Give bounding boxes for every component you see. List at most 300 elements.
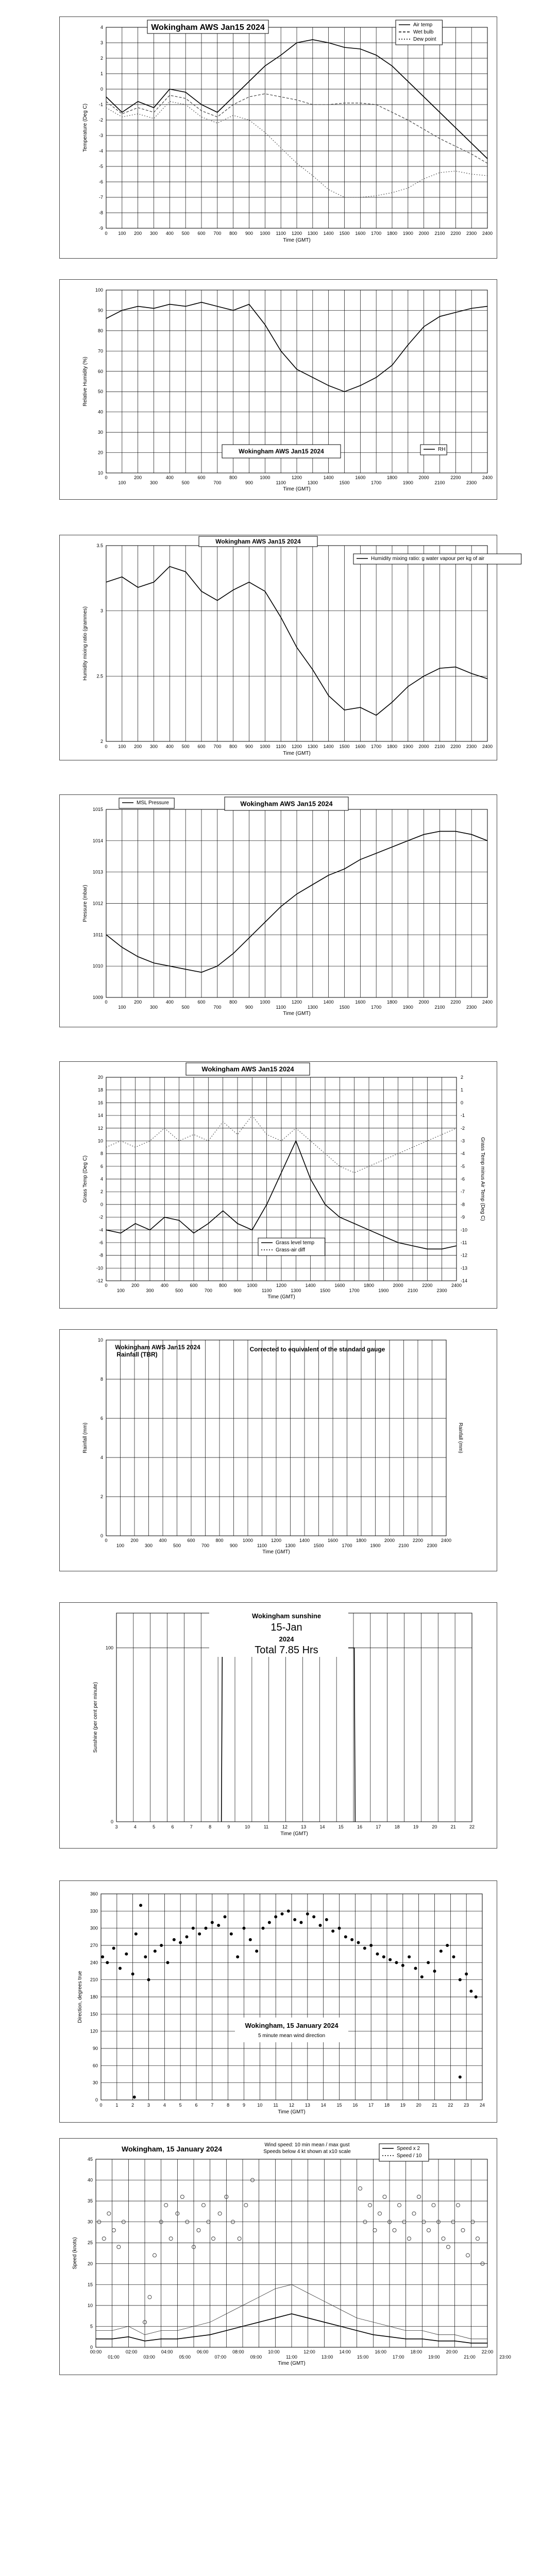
- x-tick-label: 0: [99, 2103, 103, 2108]
- y-tick-label: 50: [97, 389, 103, 395]
- y-tick-label: 40: [97, 409, 103, 415]
- x-tick-label: 1900: [402, 1005, 413, 1010]
- x-tick-label: 1700: [349, 1288, 360, 1293]
- x-tick-label: 2000: [418, 999, 429, 1005]
- x-tick-label: 400: [159, 1538, 167, 1543]
- x-tick-label: 1400: [323, 231, 334, 236]
- data-point: [417, 2195, 421, 2199]
- data-point: [238, 2237, 241, 2241]
- y-tick-label: 1015: [92, 807, 103, 812]
- y-tick-label: 25: [87, 2240, 93, 2246]
- x-tick-label: 1300: [291, 1288, 301, 1293]
- x-tick-label: 2200: [422, 1283, 433, 1288]
- data-point: [102, 2237, 106, 2241]
- x-tick-label: 9: [227, 1824, 230, 1829]
- y-tick-label: -6: [98, 179, 103, 184]
- data-point: [179, 1941, 182, 1944]
- rainfall-chart: [60, 1330, 498, 1572]
- y-tick-label: 120: [90, 2028, 98, 2034]
- x-tick-label: 1200: [276, 1283, 287, 1288]
- legend-label: Speed x 2: [397, 2146, 420, 2151]
- x-tick-label: 2200: [412, 1538, 424, 1543]
- data-point: [325, 1918, 328, 1921]
- x-tick-label: 200: [134, 744, 142, 749]
- x-tick-label: 1300: [307, 231, 318, 236]
- x-tick-label: 2200: [450, 744, 461, 749]
- x-axis-label: Time (GMT): [267, 1294, 295, 1300]
- y-tick-label: 35: [87, 2198, 93, 2204]
- data-point: [217, 1924, 220, 1927]
- x-tick-label: 2100: [434, 480, 445, 485]
- x-axis-label: Time (GMT): [262, 1549, 290, 1555]
- x-tick-label: 17: [376, 1824, 381, 1829]
- x-tick-label: 400: [160, 1283, 168, 1288]
- x-tick-label: 1400: [305, 1283, 316, 1288]
- x-tick-label: 2200: [450, 475, 461, 480]
- mixing-ratio-chart-panel: [59, 535, 497, 760]
- x-axis-label: Time (GMT): [278, 2109, 306, 2115]
- x-axis-label: Time (GMT): [283, 1011, 311, 1016]
- x-tick-label: 0: [105, 1538, 108, 1543]
- x-tick-label: 22: [448, 2103, 453, 2108]
- x-tick-label: 22:00: [481, 2349, 494, 2354]
- y-tick-label: 20: [97, 1075, 103, 1080]
- x-tick-label: 13: [305, 2103, 310, 2108]
- grid: [106, 27, 487, 228]
- x-tick-label: 200: [134, 231, 142, 236]
- x-tick-label: 1000: [260, 999, 270, 1005]
- y-tick-label: 10: [97, 1138, 103, 1144]
- x-tick-label: 5: [179, 2103, 182, 2108]
- data-point: [293, 1918, 296, 1921]
- chart-title: Wokingham, 15 January 2024: [122, 2145, 223, 2153]
- x-tick-label: 2400: [451, 1283, 462, 1288]
- x-tick-label: 16:00: [375, 2349, 386, 2354]
- x-tick-label: 1900: [402, 480, 413, 485]
- x-tick-label: 12: [289, 2103, 295, 2108]
- grid: [106, 809, 487, 997]
- x-tick-label: 19: [400, 2103, 405, 2108]
- x-tick-label: 1900: [378, 1288, 389, 1293]
- x-tick-label: 600: [197, 744, 206, 749]
- data-point: [466, 2253, 470, 2257]
- x-tick-label: 7: [190, 1824, 193, 1829]
- x-tick-label: 8: [209, 1824, 212, 1829]
- y2-axis-label: Rainfall (mm): [458, 1422, 463, 1453]
- data-point: [446, 1944, 449, 1947]
- x-tick-label: 100: [118, 231, 126, 236]
- data-point: [442, 2237, 445, 2241]
- x-tick-label: 18:00: [410, 2349, 422, 2354]
- chart-title: Wokingham AWS Jan15 2024: [151, 23, 265, 32]
- y-axis-label: Pressure (mbar): [82, 885, 88, 922]
- x-tick-label: 600: [197, 999, 206, 1005]
- data-point: [433, 1970, 436, 1973]
- x-tick-label: 300: [146, 1288, 154, 1293]
- x-tick-label: 06:00: [197, 2349, 209, 2354]
- data-point: [401, 1964, 404, 1967]
- x-tick-label: 09:00: [250, 2354, 262, 2360]
- y2-tick-label: -3: [461, 1138, 465, 1144]
- x-tick-label: 1800: [386, 999, 398, 1005]
- y-tick-label: 20: [97, 450, 103, 455]
- legend-label: Speed / 10: [397, 2153, 422, 2159]
- x-tick-label: 1500: [313, 1543, 324, 1548]
- x-tick-label: 2300: [466, 744, 477, 749]
- legend-label: Dew point: [413, 37, 436, 42]
- y-axis-label: Rainfall (mm): [82, 1422, 88, 1453]
- x-tick-label: 1100: [276, 480, 286, 485]
- x-tick-label: 24: [479, 2103, 485, 2108]
- x-tick-label: 01:00: [108, 2354, 120, 2360]
- y-tick-label: -4: [98, 148, 103, 154]
- y2-tick-label: 1: [461, 1087, 464, 1093]
- x-tick-label: 1800: [386, 475, 398, 480]
- x-tick-label: 300: [144, 1543, 153, 1548]
- data-point: [395, 1961, 398, 1964]
- y-tick-label: 1009: [92, 995, 103, 1000]
- x-tick-label: 400: [165, 999, 174, 1005]
- data-point: [414, 1967, 417, 1970]
- x-tick-label: 600: [197, 231, 206, 236]
- x-tick-label: 1500: [339, 1005, 350, 1010]
- data-point: [475, 1995, 478, 1998]
- x-tick-label: 900: [229, 1543, 238, 1548]
- y-tick-label: 12: [97, 1125, 103, 1131]
- x-tick-label: 700: [201, 1543, 210, 1548]
- y2-tick-label: -11: [461, 1240, 467, 1245]
- y-tick-label: 2: [100, 56, 103, 61]
- y-tick-label: 14: [97, 1113, 103, 1118]
- y-tick-label: -9: [98, 226, 103, 231]
- x-tick-label: 800: [229, 231, 238, 236]
- x-tick-label: 2: [131, 2103, 134, 2108]
- grid: [106, 546, 487, 741]
- x-tick-label: 1900: [402, 744, 413, 749]
- grid: [101, 1894, 482, 2100]
- y-tick-label: 240: [90, 1960, 98, 1965]
- y-tick-label: 2: [100, 739, 103, 744]
- y-tick-label: -8: [98, 210, 103, 215]
- x-tick-label: 1800: [363, 1283, 375, 1288]
- x-tick-label: 1100: [257, 1543, 267, 1548]
- data-point: [139, 1904, 142, 1907]
- x-tick-label: 700: [213, 480, 222, 485]
- y-axis-label: Speed (knots): [72, 2237, 78, 2269]
- y-tick-label: 10: [87, 2302, 93, 2308]
- x-tick-label: 11: [273, 2103, 278, 2108]
- chart-total: Total 7.85 Hrs: [255, 1645, 318, 1656]
- x-tick-label: 1100: [261, 1288, 272, 1293]
- humidity-chart: [60, 280, 498, 500]
- x-tick-label: 1800: [356, 1538, 367, 1543]
- y-tick-label: 30: [87, 2219, 93, 2225]
- x-tick-label: 1300: [307, 744, 318, 749]
- data-point: [119, 1967, 122, 1970]
- wind-speed-chart: [60, 2139, 511, 2376]
- y2-tick-label: -9: [461, 1214, 465, 1220]
- data-point: [382, 1955, 385, 1958]
- x-tick-label: 3: [115, 1824, 118, 1829]
- x-tick-label: 0: [105, 744, 108, 749]
- data-point: [439, 1950, 443, 1953]
- y-tick-label: 90: [97, 308, 103, 313]
- y-tick-label: 300: [90, 1925, 98, 1931]
- y-tick-label: 100: [95, 287, 103, 293]
- data-point: [306, 1912, 309, 1916]
- data-point: [164, 2204, 168, 2207]
- x-tick-label: 0: [105, 231, 108, 236]
- data-point: [180, 2195, 184, 2199]
- x-tick-label: 1000: [260, 744, 270, 749]
- sunshine-chart-panel: [59, 1602, 497, 1849]
- x-tick-label: 400: [165, 231, 174, 236]
- data-point: [420, 1975, 424, 1978]
- x-tick-label: 10: [245, 1824, 250, 1829]
- chart-title: Wokingham AWS Jan15 2024: [239, 448, 324, 455]
- data-point: [249, 1938, 252, 1941]
- x-tick-label: 1400: [299, 1538, 310, 1543]
- x-tick-label: 2100: [434, 231, 445, 236]
- y-tick-label: 6: [100, 1163, 103, 1169]
- chart-title: Wokingham AWS Jan15 2024: [201, 1065, 294, 1073]
- y-tick-label: -2: [98, 117, 103, 123]
- data-point: [101, 1955, 104, 1958]
- x-tick-label: 19: [413, 1824, 419, 1829]
- y-axis-label: Humidity mixing ratio (grammes): [82, 606, 88, 681]
- data-point: [393, 2228, 396, 2232]
- x-tick-label: 200: [134, 475, 142, 480]
- data-point: [112, 2228, 115, 2232]
- x-tick-label: 23: [464, 2103, 469, 2108]
- x-tick-label: 2400: [482, 744, 493, 749]
- x-tick-label: 1300: [307, 480, 318, 485]
- x-tick-label: 15: [338, 1824, 344, 1829]
- x-tick-label: 1800: [386, 744, 398, 749]
- y2-tick-label: -13: [461, 1265, 468, 1271]
- x-tick-label: 2300: [466, 231, 477, 236]
- y-tick-label: -12: [96, 1278, 103, 1283]
- x-tick-label: 1100: [276, 231, 286, 236]
- grass-temp-chart: [60, 1062, 498, 1309]
- x-tick-label: 700: [213, 744, 222, 749]
- data-point: [107, 2212, 111, 2215]
- x-tick-label: 17: [368, 2103, 374, 2108]
- x-tick-label: 1900: [402, 231, 413, 236]
- y2-tick-label: 2: [461, 1075, 464, 1080]
- data-point: [160, 1944, 163, 1947]
- x-tick-label: 13: [301, 1824, 307, 1829]
- x-tick-label: 1500: [319, 1288, 331, 1293]
- data-point: [465, 1973, 468, 1976]
- data-point: [148, 2295, 151, 2299]
- data-point: [281, 1912, 284, 1916]
- x-tick-label: 12:00: [303, 2349, 315, 2354]
- x-tick-label: 11: [263, 1824, 269, 1829]
- x-tick-label: 1000: [260, 231, 270, 236]
- x-tick-label: 800: [215, 1538, 224, 1543]
- x-tick-label: 1700: [371, 480, 382, 485]
- data-point: [359, 2187, 362, 2190]
- x-tick-label: 1800: [386, 231, 398, 236]
- x-tick-label: 1600: [327, 1538, 339, 1543]
- x-tick-label: 1500: [339, 480, 350, 485]
- y-tick-label: 1: [100, 71, 103, 76]
- y-axis-label: Sunshine (per cent per minute): [93, 1682, 98, 1753]
- data-point: [459, 2076, 462, 2079]
- humidity-chart-panel: [59, 279, 497, 500]
- x-tick-label: 04:00: [161, 2349, 173, 2354]
- x-tick-label: 20: [432, 1824, 437, 1829]
- y-axis-label: Direction, degrees true: [77, 1971, 83, 2023]
- x-tick-label: 22: [469, 1824, 475, 1829]
- x-tick-label: 21:00: [464, 2354, 476, 2360]
- legend-label: Grass-air diff: [276, 1247, 306, 1253]
- y2-tick-label: -10: [461, 1227, 468, 1233]
- data-point: [461, 2228, 465, 2232]
- data-point: [350, 1938, 353, 1941]
- x-tick-label: 2000: [418, 475, 429, 480]
- y-axis-label: Relative Humidity (%): [82, 357, 88, 406]
- x-tick-label: 1500: [339, 231, 350, 236]
- wind-speed-chart-panel: [59, 2138, 511, 2375]
- x-tick-label: 2300: [436, 1288, 447, 1293]
- chart-note: Wind speed: 10 min mean / max gust: [264, 2142, 350, 2148]
- data-point: [319, 1924, 322, 1927]
- x-tick-label: 1400: [323, 744, 334, 749]
- data-point: [192, 1927, 195, 1930]
- x-tick-label: 3: [147, 2103, 150, 2108]
- chart-title: Wokingham, 15 January 2024: [245, 2022, 339, 2029]
- data-point: [154, 1950, 157, 1953]
- data-point: [236, 1955, 239, 1958]
- y-tick-label: 60: [92, 2063, 98, 2069]
- y-tick-label: 10: [97, 1337, 103, 1343]
- data-point: [243, 1927, 246, 1930]
- data-point: [378, 2212, 382, 2215]
- chart-title: Wokingham AWS Jan15 2024: [215, 538, 301, 545]
- x-tick-label: 500: [181, 231, 190, 236]
- x-tick-label: 2000: [384, 1538, 395, 1543]
- y-tick-label: 0: [110, 1819, 113, 1824]
- x-tick-label: 700: [213, 231, 222, 236]
- x-tick-label: 1200: [291, 999, 302, 1005]
- data-point: [205, 1927, 208, 1930]
- x-tick-label: 1400: [323, 999, 334, 1005]
- y-tick-label: 1010: [92, 963, 103, 969]
- x-axis-label: Time (GMT): [283, 751, 311, 756]
- data-point: [357, 1941, 360, 1944]
- y-tick-label: 180: [90, 1994, 98, 1999]
- x-tick-label: 10: [257, 2103, 263, 2108]
- x-tick-label: 2200: [450, 999, 461, 1005]
- data-point: [218, 2212, 222, 2215]
- data-point: [112, 1947, 115, 1950]
- y-tick-label: 2.5: [96, 673, 103, 679]
- temperature-chart-panel: [59, 16, 497, 259]
- y-tick-label: 5: [90, 2324, 93, 2329]
- x-tick-label: 700: [204, 1288, 212, 1293]
- x-tick-label: 100: [118, 480, 126, 485]
- data-point: [106, 1961, 109, 1964]
- chart-subtitle: Rainfall (TBR): [116, 1351, 158, 1358]
- y2-tick-label: -14: [461, 1278, 468, 1283]
- y-tick-label: 4: [100, 1455, 103, 1460]
- x-tick-label: 1700: [371, 744, 382, 749]
- x-tick-label: 300: [149, 231, 158, 236]
- y-tick-label: 10: [97, 470, 103, 476]
- x-tick-label: 2200: [450, 231, 461, 236]
- y2-axis-label: Grass Temp minus Air Temp (Deg C): [480, 1137, 485, 1221]
- x-tick-label: 8: [227, 2103, 230, 2108]
- x-tick-label: 14: [319, 1824, 325, 1829]
- y-tick-label: 15: [87, 2282, 93, 2287]
- data-point: [287, 1909, 290, 1912]
- x-tick-label: 03:00: [143, 2354, 155, 2360]
- data-point: [331, 1929, 334, 1933]
- x-tick-label: 2100: [398, 1543, 409, 1548]
- data-point: [125, 1953, 128, 1956]
- x-tick-label: 1600: [334, 1283, 345, 1288]
- x-tick-label: 500: [181, 1005, 190, 1010]
- x-tick-label: 2100: [407, 1288, 418, 1293]
- series-line: [222, 1648, 356, 1822]
- x-tick-label: 100: [116, 1288, 125, 1293]
- data-point: [133, 2095, 136, 2098]
- x-tick-label: 1700: [371, 1005, 382, 1010]
- y-tick-label: 1014: [92, 838, 103, 843]
- chart-note: Corrected to equivalent of the standard gauge: [249, 1346, 385, 1353]
- x-tick-label: 1200: [270, 1538, 282, 1543]
- data-point: [408, 2237, 411, 2241]
- y-tick-label: 80: [97, 328, 103, 333]
- x-tick-label: 1300: [307, 1005, 318, 1010]
- x-tick-label: 21: [450, 1824, 456, 1829]
- x-tick-label: 200: [134, 999, 142, 1005]
- data-point: [224, 1915, 227, 1918]
- x-tick-label: 12: [282, 1824, 288, 1829]
- x-tick-label: 2400: [482, 475, 493, 480]
- data-point: [457, 2204, 460, 2207]
- y-tick-label: 210: [90, 1977, 98, 1982]
- x-tick-label: 100: [116, 1543, 125, 1548]
- x-tick-label: 1700: [371, 231, 382, 236]
- y2-tick-label: -2: [461, 1125, 465, 1131]
- x-tick-label: 1400: [323, 475, 334, 480]
- chart-date: 15-Jan: [270, 1622, 302, 1633]
- x-tick-label: 19:00: [428, 2354, 440, 2360]
- data-point: [432, 2204, 435, 2207]
- x-tick-label: 1600: [355, 475, 366, 480]
- x-tick-label: 600: [190, 1283, 198, 1288]
- x-tick-label: 1600: [355, 231, 366, 236]
- data-point: [427, 1961, 430, 1964]
- x-tick-label: 900: [233, 1288, 242, 1293]
- grass-temp-chart-panel: [59, 1061, 497, 1309]
- x-tick-label: 100: [118, 744, 126, 749]
- chart-note: Speeds below 4 kt shown at x10 scale: [263, 2149, 351, 2155]
- data-point: [300, 1921, 303, 1924]
- y-tick-label: 16: [97, 1100, 103, 1106]
- x-tick-label: 900: [245, 744, 253, 749]
- x-tick-label: 1600: [355, 744, 366, 749]
- data-point: [274, 1915, 277, 1918]
- x-tick-label: 900: [245, 1005, 253, 1010]
- y-tick-label: 40: [87, 2177, 93, 2183]
- x-axis-label: Time (GMT): [283, 486, 311, 492]
- wind-direction-chart-panel: [59, 1880, 497, 2123]
- x-tick-label: 100: [118, 1005, 126, 1010]
